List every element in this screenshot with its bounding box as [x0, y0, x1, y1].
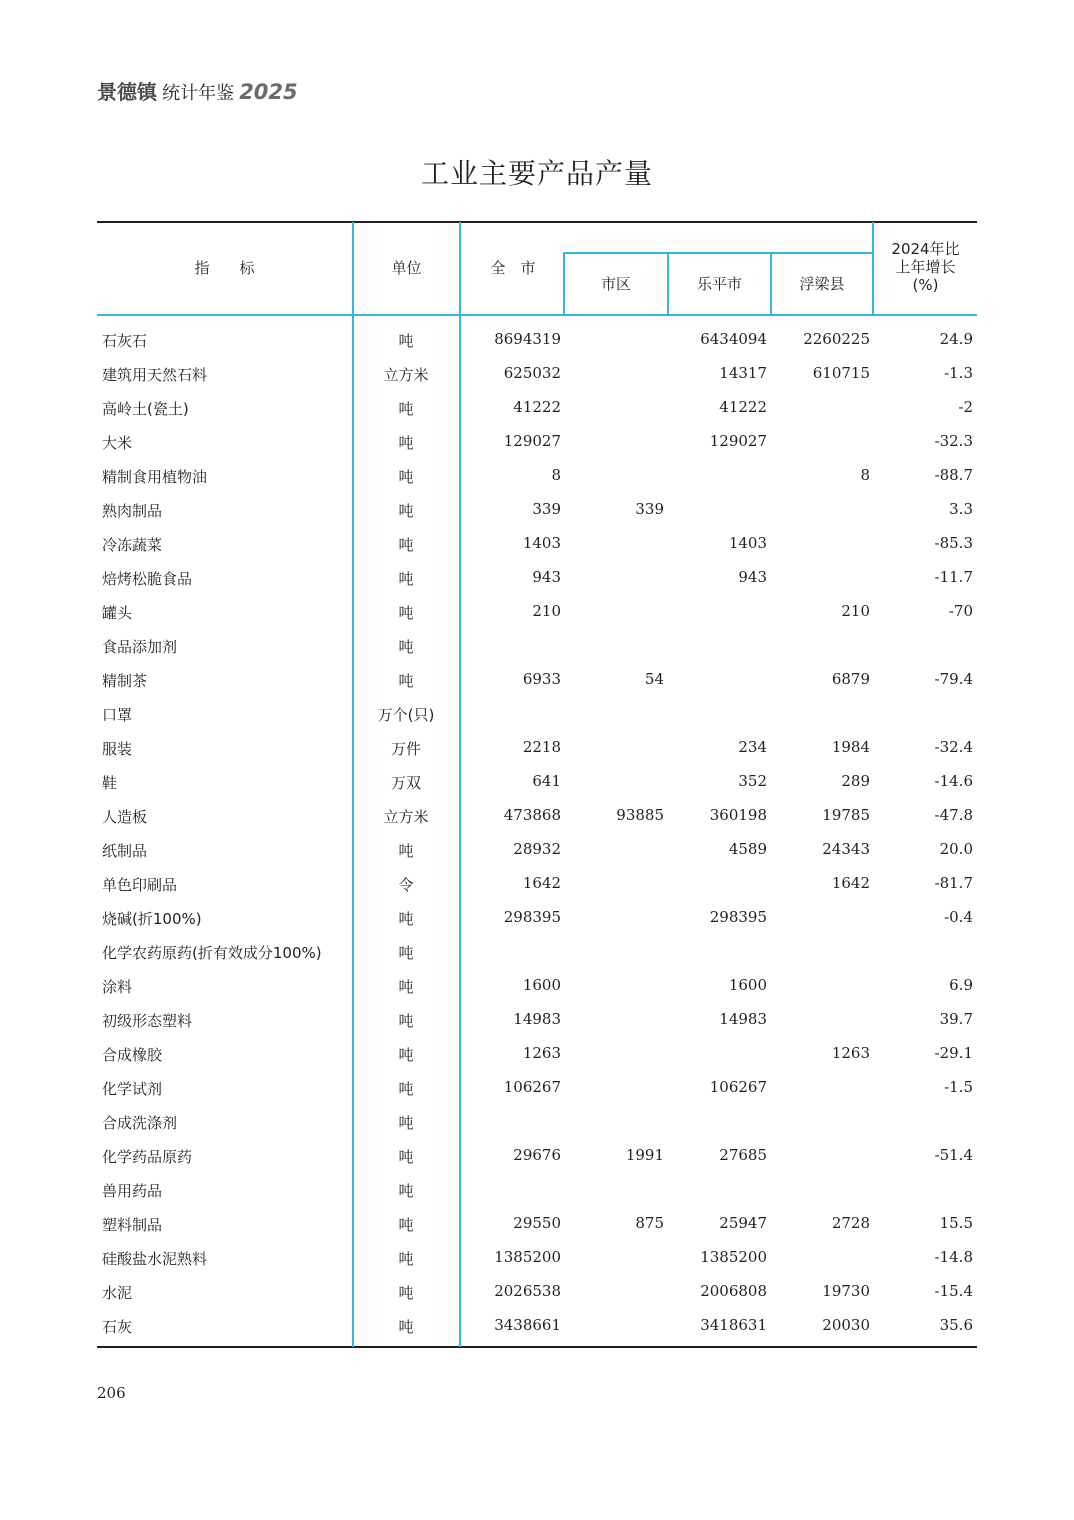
cell-leping: 6434094 — [700, 330, 767, 348]
cell-unit: 立方米 — [383, 808, 429, 826]
cell-total: 641 — [532, 772, 561, 790]
cell-total: 29550 — [513, 1214, 561, 1232]
cell-leping: 4589 — [728, 840, 767, 858]
cell-name: 熟肉制品 — [102, 502, 163, 520]
cell-name: 口罩 — [102, 706, 133, 724]
header-total: 全 市 — [490, 259, 536, 277]
cell-unit: 吨 — [398, 1318, 414, 1336]
cell-unit: 吨 — [398, 1148, 414, 1166]
cell-leping: 14983 — [719, 1010, 767, 1028]
cell-leping: 3418631 — [700, 1316, 767, 1334]
cell-urban: 339 — [635, 500, 664, 518]
cell-unit: 吨 — [398, 604, 414, 622]
table-top-rule — [97, 221, 977, 223]
cell-unit: 吨 — [398, 1182, 414, 1200]
cell-total: 943 — [532, 568, 561, 586]
cell-unit: 万双 — [390, 774, 421, 792]
cell-unit: 吨 — [398, 842, 414, 860]
cell-urban: 1991 — [625, 1146, 664, 1164]
cell-name: 精制茶 — [102, 672, 148, 690]
header-unit: 单位 — [391, 259, 422, 277]
table-row — [97, 935, 977, 969]
table-row — [97, 1241, 977, 1275]
cell-growth: -32.3 — [934, 432, 973, 450]
cell-growth: -70 — [948, 602, 973, 620]
table-bottom-rule — [97, 1346, 977, 1348]
cell-leping: 41222 — [719, 398, 767, 416]
cell-total: 1385200 — [494, 1248, 561, 1266]
cell-fuliang: 24343 — [822, 840, 870, 858]
cell-leping: 106267 — [709, 1078, 767, 1096]
cell-name: 大米 — [102, 434, 133, 452]
cell-leping: 234 — [738, 738, 767, 756]
cell-total: 1263 — [522, 1044, 561, 1062]
page-title: 工业主要产品产量 — [420, 157, 653, 190]
cell-total: 339 — [532, 500, 561, 518]
cell-fuliang: 6879 — [831, 670, 870, 688]
cell-name: 焙烤松脆食品 — [102, 570, 193, 588]
cell-name: 罐头 — [102, 604, 133, 622]
cell-name: 烧碱(折100%) — [102, 910, 202, 928]
table-row — [97, 765, 977, 799]
cell-name: 鞋 — [102, 774, 118, 792]
cell-growth: 39.7 — [939, 1010, 973, 1028]
cell-name: 化学药品原药 — [102, 1148, 193, 1166]
table-row — [97, 867, 977, 901]
table-row — [97, 357, 977, 391]
cell-unit: 吨 — [398, 468, 414, 486]
cell-growth: 3.3 — [949, 500, 973, 518]
cell-unit: 吨 — [398, 1046, 414, 1064]
table-row — [97, 391, 977, 425]
cell-growth: -0.4 — [944, 908, 973, 926]
cell-growth: -51.4 — [934, 1146, 973, 1164]
cell-leping: 360198 — [709, 806, 767, 824]
cell-unit: 立方米 — [383, 366, 429, 384]
cell-fuliang: 210 — [841, 602, 870, 620]
cell-unit: 吨 — [398, 1080, 414, 1098]
table-row — [97, 1139, 977, 1173]
cell-total: 1642 — [522, 874, 561, 892]
header-urban: 市区 — [600, 275, 631, 293]
table-row — [97, 629, 977, 663]
cell-total: 8 — [551, 466, 561, 484]
cell-fuliang: 1642 — [831, 874, 870, 892]
cell-growth: -85.3 — [934, 534, 973, 552]
cell-unit: 吨 — [398, 536, 414, 554]
table-row — [97, 493, 977, 527]
cell-total: 29676 — [513, 1146, 561, 1164]
cell-leping: 27685 — [719, 1146, 767, 1164]
cell-leping: 14317 — [719, 364, 767, 382]
cell-urban: 54 — [644, 670, 664, 688]
table-row — [97, 799, 977, 833]
cell-growth: -14.8 — [934, 1248, 973, 1266]
cell-total: 8694319 — [494, 330, 561, 348]
cell-fuliang: 2728 — [831, 1214, 870, 1232]
cell-leping: 1385200 — [700, 1248, 767, 1266]
cell-name: 单色印刷品 — [102, 876, 178, 894]
cell-name: 兽用药品 — [102, 1182, 163, 1200]
cell-urban: 875 — [635, 1214, 664, 1232]
cell-fuliang: 19785 — [822, 806, 870, 824]
cell-growth: 15.5 — [939, 1214, 973, 1232]
cell-name: 塑料制品 — [102, 1216, 163, 1234]
table-row — [97, 1173, 977, 1207]
header-sub-rule — [563, 252, 874, 254]
table-row — [97, 901, 977, 935]
cell-unit: 吨 — [398, 502, 414, 520]
cell-leping: 943 — [738, 568, 767, 586]
table-row — [97, 697, 977, 731]
cell-unit: 万件 — [390, 740, 421, 758]
cell-growth: 6.9 — [949, 976, 973, 994]
cell-growth: -1.5 — [944, 1078, 973, 1096]
cell-total: 210 — [532, 602, 561, 620]
cell-unit: 吨 — [398, 1114, 414, 1132]
header-book: 统计年鉴 — [162, 83, 235, 104]
cell-name: 石灰 — [102, 1318, 133, 1336]
cell-unit: 吨 — [398, 672, 414, 690]
header-leping: 乐平市 — [696, 275, 742, 293]
cell-growth: -1.3 — [944, 364, 973, 382]
table-row — [97, 459, 977, 493]
table-row — [97, 1309, 977, 1343]
table-row — [97, 561, 977, 595]
table-row — [97, 527, 977, 561]
cell-unit: 吨 — [398, 978, 414, 996]
cell-unit: 吨 — [398, 1216, 414, 1234]
cell-total: 129027 — [503, 432, 561, 450]
cell-unit: 令 — [398, 876, 414, 894]
cell-leping: 298395 — [709, 908, 767, 926]
cell-name: 服装 — [102, 740, 133, 758]
table-row — [97, 595, 977, 629]
cell-name: 高岭土(瓷土) — [102, 400, 189, 418]
cell-total: 473868 — [503, 806, 561, 824]
cell-name: 纸制品 — [102, 842, 148, 860]
cell-growth: 24.9 — [939, 330, 973, 348]
cell-growth: -79.4 — [934, 670, 973, 688]
cell-total: 28932 — [513, 840, 561, 858]
cell-growth: -14.6 — [934, 772, 973, 790]
cell-name: 化学试剂 — [102, 1080, 163, 1098]
cell-total: 298395 — [503, 908, 561, 926]
header-fuliang: 浮梁县 — [799, 275, 845, 293]
cell-leping: 2006808 — [700, 1282, 767, 1300]
cell-fuliang: 2260225 — [803, 330, 870, 348]
cell-growth: -2 — [958, 398, 973, 416]
cell-name: 硅酸盐水泥熟料 — [102, 1250, 208, 1268]
cell-leping: 25947 — [719, 1214, 767, 1232]
cell-leping: 1600 — [728, 976, 767, 994]
cell-growth: -11.7 — [934, 568, 973, 586]
cell-growth: 20.0 — [939, 840, 973, 858]
cell-fuliang: 289 — [841, 772, 870, 790]
cell-fuliang: 1984 — [831, 738, 870, 756]
table-row — [97, 833, 977, 867]
cell-unit: 吨 — [398, 434, 414, 452]
cell-unit: 吨 — [398, 910, 414, 928]
header-city: 景德镇 — [97, 80, 157, 104]
cell-name: 人造板 — [102, 808, 148, 826]
cell-unit: 万个(只) — [377, 706, 435, 724]
cell-total: 14983 — [513, 1010, 561, 1028]
cell-growth: -29.1 — [934, 1044, 973, 1062]
cell-total: 1403 — [522, 534, 561, 552]
cell-urban: 93885 — [616, 806, 664, 824]
cell-name: 合成橡胶 — [102, 1046, 163, 1064]
table-row — [97, 1105, 977, 1139]
table-row — [97, 731, 977, 765]
cell-name: 合成洗涤剂 — [102, 1114, 178, 1132]
cell-fuliang: 1263 — [831, 1044, 870, 1062]
cell-name: 石灰石 — [102, 332, 148, 350]
cell-total: 6933 — [522, 670, 561, 688]
cell-unit: 吨 — [398, 638, 414, 656]
cell-total: 106267 — [503, 1078, 561, 1096]
cell-unit: 吨 — [398, 1250, 414, 1268]
cell-name: 涂料 — [102, 978, 133, 996]
cell-fuliang: 610715 — [812, 364, 870, 382]
cell-unit: 吨 — [398, 400, 414, 418]
cell-growth: -15.4 — [934, 1282, 973, 1300]
cell-name: 建筑用天然石料 — [102, 366, 208, 384]
cell-unit: 吨 — [398, 1012, 414, 1030]
yearbook-header — [97, 76, 298, 105]
header-year: 2025 — [239, 80, 298, 104]
cell-leping: 352 — [738, 772, 767, 790]
cell-unit: 吨 — [398, 570, 414, 588]
cell-total: 1600 — [522, 976, 561, 994]
cell-growth: -47.8 — [934, 806, 973, 824]
header-growth: 2024年比 上年增长 (%) — [891, 240, 960, 294]
cell-name: 化学农药原药(折有效成分100%) — [102, 944, 322, 962]
cell-fuliang: 8 — [860, 466, 870, 484]
cell-name: 冷冻蔬菜 — [102, 536, 163, 554]
cell-total: 2218 — [522, 738, 561, 756]
cell-growth: -88.7 — [934, 466, 973, 484]
table-row — [97, 1275, 977, 1309]
cell-fuliang: 20030 — [822, 1316, 870, 1334]
table-row — [97, 969, 977, 1003]
cell-total: 3438661 — [494, 1316, 561, 1334]
cell-unit: 吨 — [398, 944, 414, 962]
table-row — [97, 323, 977, 357]
cell-fuliang: 19730 — [822, 1282, 870, 1300]
cell-total: 2026538 — [494, 1282, 561, 1300]
cell-name: 初级形态塑料 — [102, 1012, 193, 1030]
cell-total: 41222 — [513, 398, 561, 416]
cell-leping: 1403 — [728, 534, 767, 552]
table-row — [97, 663, 977, 697]
table-row — [97, 1071, 977, 1105]
table-row — [97, 1037, 977, 1071]
header-bottom-rule — [97, 314, 977, 316]
table-row — [97, 1003, 977, 1037]
cell-total: 625032 — [503, 364, 561, 382]
cell-growth: 35.6 — [939, 1316, 973, 1334]
table-row — [97, 425, 977, 459]
cell-unit: 吨 — [398, 1284, 414, 1302]
page-number: 206 — [97, 1384, 126, 1402]
table-row — [97, 1207, 977, 1241]
cell-name: 水泥 — [102, 1284, 133, 1302]
cell-growth: -81.7 — [934, 874, 973, 892]
cell-leping: 129027 — [709, 432, 767, 450]
cell-growth: -32.4 — [934, 738, 973, 756]
cell-unit: 吨 — [398, 332, 414, 350]
header-indicator: 指 标 — [194, 259, 255, 277]
cell-name: 食品添加剂 — [102, 638, 178, 656]
cell-name: 精制食用植物油 — [102, 468, 208, 486]
